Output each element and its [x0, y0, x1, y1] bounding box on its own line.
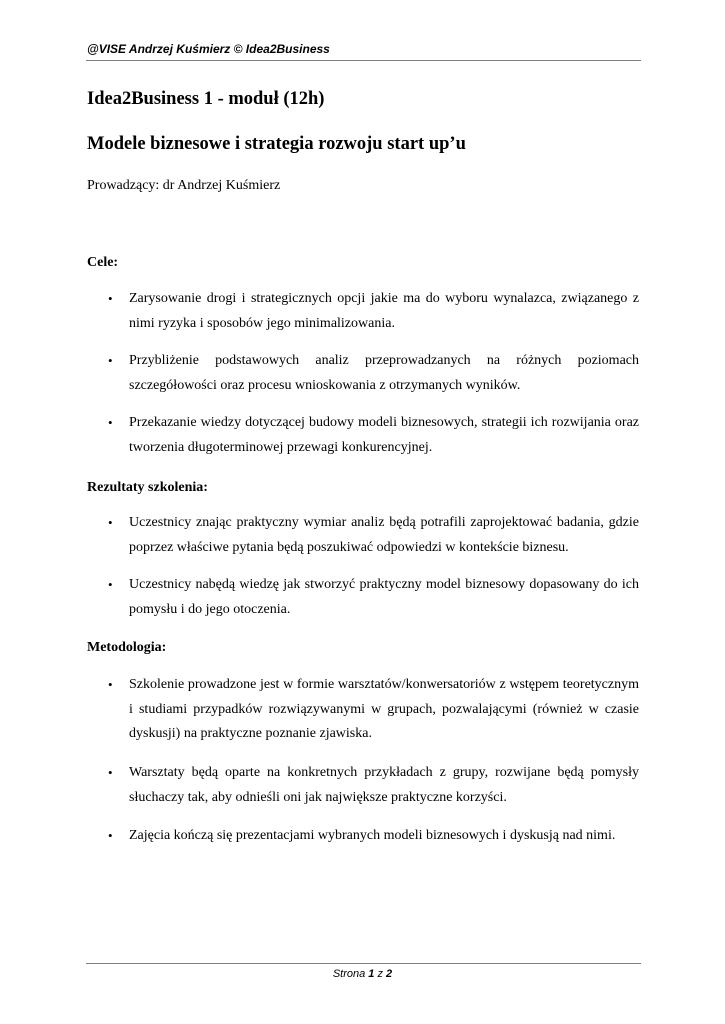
list-item: Zajęcia kończą się prezentacjami wybranych modeli biznesowych i dyskusją nad nimi.: [129, 828, 616, 843]
list-item: Zarysowanie drogi i strategicznych opcji jakie ma do wyboru wynalazca, związanego z nimi ryzyka i sposobów jego minimalizowania.: [129, 291, 639, 331]
page-footer: [0, 968, 725, 980]
header-divider: [86, 60, 641, 61]
bullet-icon: •: [108, 291, 113, 306]
bullet-icon: •: [108, 828, 113, 843]
section-heading-goals: Cele:: [87, 255, 119, 270]
bullet-icon: •: [108, 515, 113, 530]
section-heading-results: Rezultaty szkolenia:: [87, 480, 208, 495]
list-item: Przybliżenie podstawowych analiz przeprowadzanych na różnych poziomach szczegółowości oraz procesu wnioskowania z otrzymanych wyników.: [129, 353, 639, 393]
list-item: Warsztaty będą oparte na konkretnych przykładach z grupy, rozwijane będą pomysły słuchaczy tak, aby odnieśli oni jak największe praktyczne korzyści.: [129, 765, 639, 805]
bullet-icon: •: [108, 765, 113, 780]
page-header: @VISE Andrzej Kuśmierz © Idea2Business: [87, 42, 330, 56]
list-item: Uczestnicy znając praktyczny wymiar analiz będą potrafili zaprojektować badania, gdzie poprzez właściwe pytania będą poszukiwać odpowiedzi w kontekście biznesu.: [129, 515, 639, 555]
bullet-icon: •: [108, 415, 113, 430]
lecturer-line: Prowadzący: dr Andrzej Kuśmierz: [87, 178, 281, 193]
bullet-icon: •: [108, 353, 113, 368]
document-title: Idea2Business 1 - moduł (12h): [87, 89, 325, 109]
bullet-icon: •: [108, 677, 113, 692]
list-item: Uczestnicy nabędą wiedzę jak stworzyć praktyczny model biznesowy dopasowany do ich pomysłu i do jego otoczenia.: [129, 577, 639, 617]
current-page-number: 1: [368, 968, 375, 980]
document-subtitle: Modele biznesowe i strategia rozwoju start up’u: [87, 134, 466, 154]
footer-divider: [86, 963, 641, 964]
list-item: Przekazanie wiedzy dotyczącej budowy modeli biznesowych, strategii ich rozwijania oraz tworzenia długoterminowej przewagi konkurencyjnej.: [129, 415, 639, 455]
section-heading-methodology: Metodologia:: [87, 640, 167, 655]
page-label: Strona: [332, 968, 366, 980]
bullet-icon: •: [108, 577, 113, 592]
list-item: Szkolenie prowadzone jest w formie warsztatów/konwersatoriów z wstępem teoretycznym i studiami przypadków rozwiązywanymi w grupach, pozwalającymi (również w czasie dyskusji) na praktyczne poznanie zjawiska.: [129, 677, 639, 741]
total-pages-number: 2: [386, 968, 393, 980]
page-of-label: z: [377, 968, 383, 980]
